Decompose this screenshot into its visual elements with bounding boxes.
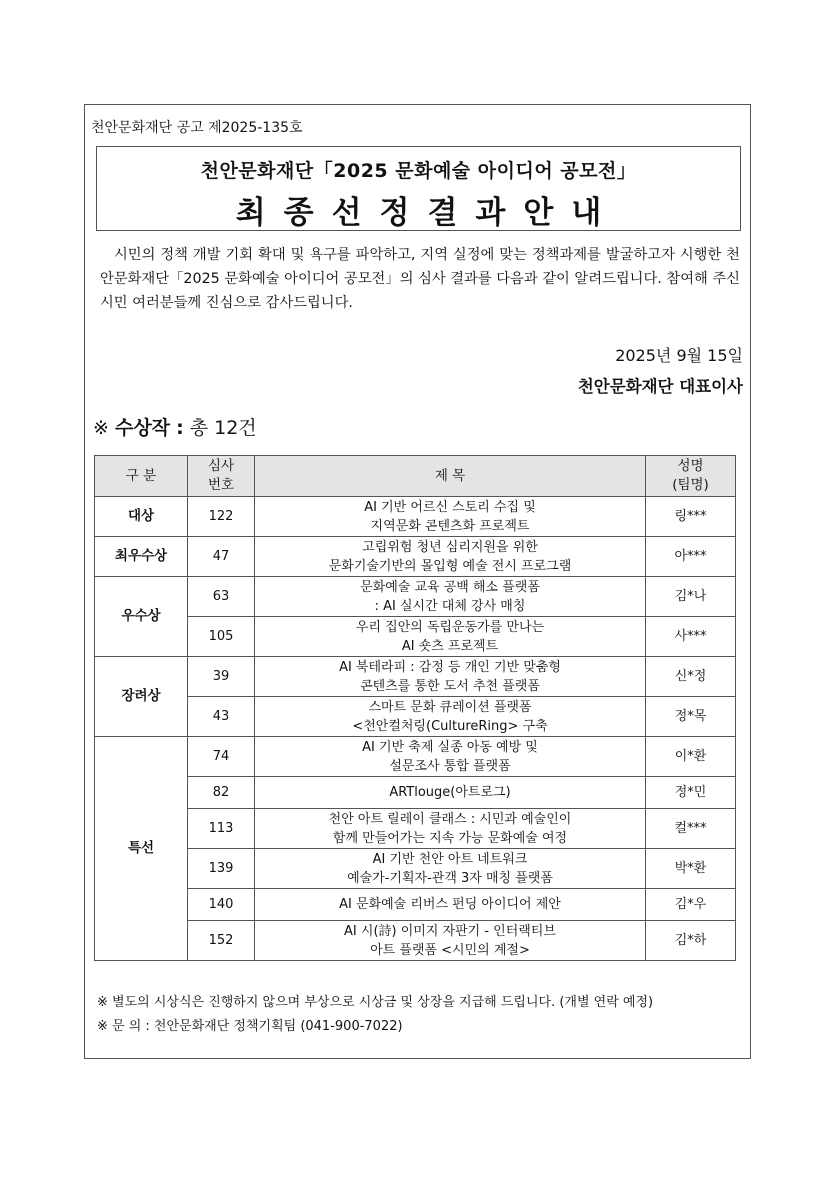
table-row	[95, 889, 736, 921]
entrant-name: 컬***	[646, 809, 736, 849]
entry-title: 천안 아트 릴레이 클래스 : 시민과 예술인이 함께 만들어가는 지속 가능 문화예술 여정	[255, 809, 646, 849]
entrant-name: 신*정	[646, 657, 736, 697]
title-line-1: 천안문화재단「2025 문화예술 아이디어 공모전」	[200, 160, 637, 182]
entry-title: AI 시(詩) 이미지 자판기 - 인터랙티브 아트 플랫폼 <시민의 계절>	[255, 921, 646, 961]
entry-title: AI 기반 천안 아트 네트워크 예술가-기획자-관객 3자 매칭 플랫폼	[255, 849, 646, 889]
award-category: 특선	[95, 737, 188, 961]
entrant-name: 박*환	[646, 849, 736, 889]
entry-title: AI 기반 어르신 스토리 수집 및 지역문화 콘텐츠화 프로젝트	[255, 497, 646, 537]
award-category: 우수상	[95, 577, 188, 657]
reference-mark-icon: ※	[93, 417, 109, 439]
entry-number: 122	[188, 497, 255, 537]
entry-number: 39	[188, 657, 255, 697]
issuer: 천안문화재단 대표이사	[577, 377, 743, 396]
entrant-name: 김*나	[646, 577, 736, 617]
award-category: 대상	[95, 497, 188, 537]
header-title: 제 목	[255, 456, 646, 497]
entry-title: ARTlouge(아트로그)	[255, 777, 646, 809]
header-name: 성명 (팀명)	[646, 456, 736, 497]
notice-number: 천안문화재단 공고 제2025-135호	[91, 120, 303, 136]
entrant-name: 링***	[646, 497, 736, 537]
entry-number: 140	[188, 889, 255, 921]
entry-title: AI 북테라피 : 감정 등 개인 기반 맞춤형 콘텐츠를 통한 도서 추천 플랫폼	[255, 657, 646, 697]
entrant-name: 아***	[646, 537, 736, 577]
announcement-date: 2025년 9월 15일	[615, 346, 743, 365]
entrant-name: 정*목	[646, 697, 736, 737]
entry-number: 82	[188, 777, 255, 809]
entry-title: 스마트 문화 큐레이션 플랫폼 <천안컬처링(CultureRing> 구축	[255, 697, 646, 737]
entry-title: 문화예술 교육 공백 해소 플랫폼 : AI 실시간 대체 강사 매칭	[255, 577, 646, 617]
entry-title: AI 기반 축제 실종 아동 예방 및 설문조사 통합 플랫폼	[255, 737, 646, 777]
entry-number: 43	[188, 697, 255, 737]
awards-total: 총 12건	[189, 417, 257, 439]
entrant-name: 정*민	[646, 777, 736, 809]
note-ceremony: ※ 별도의 시상식은 진행하지 않으며 부상으로 시상금 및 상장을 지급해 드립니다. (개별 연락 예정)	[97, 995, 654, 1010]
table-row	[95, 697, 736, 737]
table-row	[95, 577, 736, 617]
entry-number: 152	[188, 921, 255, 961]
award-category: 최우수상	[95, 537, 188, 577]
header-number: 심사 번호	[188, 456, 255, 497]
awards-heading	[93, 413, 257, 440]
table-row	[95, 809, 736, 849]
entrant-name: 사***	[646, 617, 736, 657]
entrant-name: 김*우	[646, 889, 736, 921]
entry-title: 고립위험 청년 심리지원을 위한 문화기술기반의 몰입형 예술 전시 프로그램	[255, 537, 646, 577]
entry-title: 우리 집안의 독립운동가를 만나는 AI 숏츠 프로젝트	[255, 617, 646, 657]
header-category: 구 분	[95, 456, 188, 497]
table-row	[95, 777, 736, 809]
entry-number: 113	[188, 809, 255, 849]
intro-paragraph: 시민의 정책 개발 기회 확대 및 욕구를 파악하고, 지역 실정에 맞는 정책과제를 발굴하고자 시행한 천안문화재단「2025 문화예술 아이디어 공모전」의 심사 결과를 다음과 같이 알려드립니다. 참여해 주신 시민 여러분들께 진심으로 감사드립니다.	[100, 247, 740, 311]
table-row	[95, 921, 736, 961]
awards-label: 수상작	[114, 417, 171, 439]
entry-number: 63	[188, 577, 255, 617]
table-row	[95, 537, 736, 577]
award-category: 장려상	[95, 657, 188, 737]
entry-number: 47	[188, 537, 255, 577]
entry-number: 139	[188, 849, 255, 889]
title-line-2: 최종선정결과안내	[235, 195, 620, 231]
awards-colon: :	[176, 417, 184, 439]
title-box	[96, 146, 741, 231]
note-contact: ※ 문 의 : 천안문화재단 정책기획팀 (041-900-7022)	[97, 1019, 403, 1034]
entrant-name: 김*하	[646, 921, 736, 961]
table-header-row	[95, 456, 736, 497]
table-row	[95, 657, 736, 697]
table-row	[95, 497, 736, 537]
table-row	[95, 737, 736, 777]
entrant-name: 이*환	[646, 737, 736, 777]
entry-title: AI 문화예술 리버스 펀딩 아이디어 제안	[255, 889, 646, 921]
entry-number: 105	[188, 617, 255, 657]
table-row	[95, 617, 736, 657]
entry-number: 74	[188, 737, 255, 777]
table-row	[95, 849, 736, 889]
notes	[97, 991, 653, 1039]
results-table	[94, 455, 736, 961]
